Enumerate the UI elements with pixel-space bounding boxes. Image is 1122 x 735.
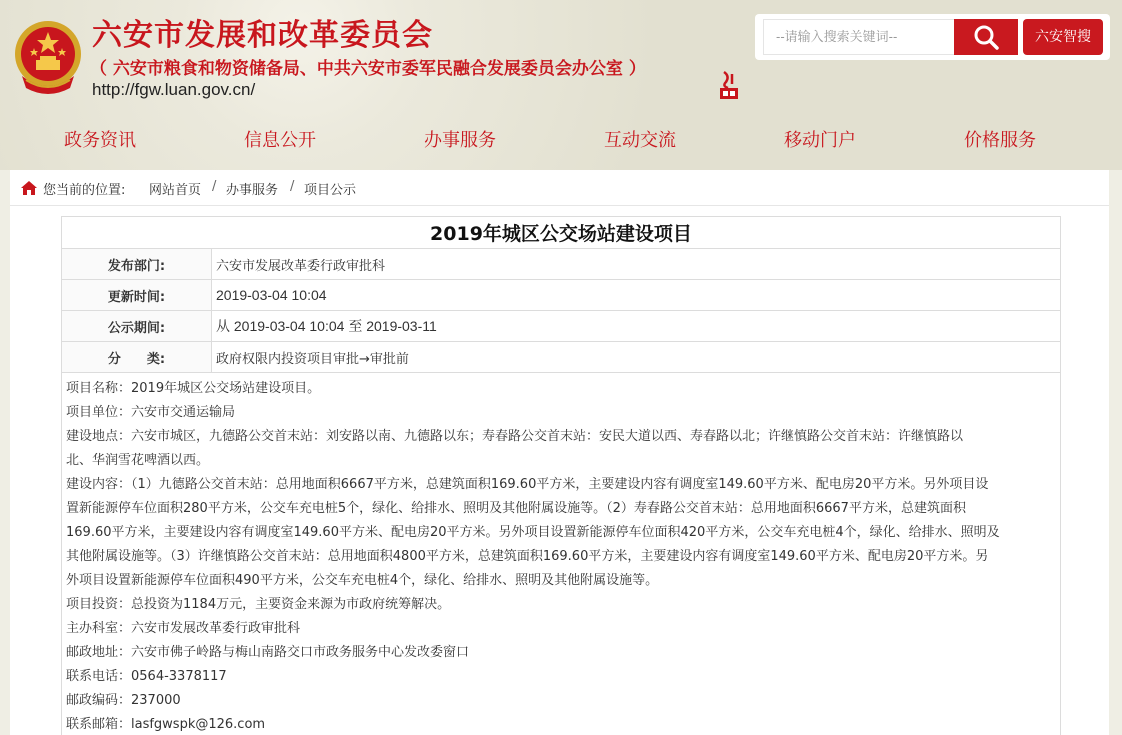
article-body xyxy=(61,372,1061,735)
table-row xyxy=(62,280,1061,311)
article-info-table xyxy=(61,216,1061,373)
nav-item-price-services[interactable]: 价格服务 xyxy=(964,130,1036,151)
body-line: 主办科室：六安市发展改革委行政审批科 xyxy=(66,621,301,636)
body-line: 联系电话：0564-3378117 xyxy=(66,669,227,684)
breadcrumb-current[interactable]: 项目公示 xyxy=(304,183,357,198)
site-url[interactable]: http://fgw.luan.gov.cn/ xyxy=(92,80,256,99)
body-line: 项目名称：2019年城区公交场站建设项目。 xyxy=(66,381,321,396)
body-line: 置新能源停车位面积280平方米，公交车充电桩5个，绿化、给排水、照明及其他附属设施等。（2）寿春路公交首末站：总用地面积6667平方米，总建筑面积 xyxy=(66,501,966,516)
body-line: 169.60平方米，主要建设内容有调度室149.60平方米、配电房20平方米。另外项目设置新能源停车位面积420平方米，公交车充电桩4个，绿化、给排水、照明及 xyxy=(66,525,1000,540)
body-line: 外项目设置新能源停车位面积490平方米，公交车充电桩4个，绿化、给排水、照明及其他附属设施等。 xyxy=(66,573,659,588)
body-line[interactable]: 联系邮箱：lasfgwspk@126.com xyxy=(66,717,266,732)
breadcrumb-home[interactable]: 网站首页 xyxy=(149,183,202,198)
search-icon xyxy=(973,24,999,50)
breadcrumb-services[interactable]: 办事服务 xyxy=(226,183,279,198)
search-button[interactable] xyxy=(954,19,1018,55)
article-title: 2019年城区公交场站建设项目 xyxy=(62,217,1061,249)
search-panel xyxy=(755,14,1110,60)
site-subtitle: （ 六安市粮食和物资储备局、中共六安市委军民融合发展委员会办公室 ） xyxy=(90,59,646,79)
nav-item-mobile[interactable]: 移动门户 xyxy=(784,130,856,151)
body-line: 邮政地址：六安市佛子岭路与梅山南路交口市政务服务中心发改委窗口 xyxy=(66,645,470,660)
body-line: 其他附属设施等。（3）许继慎路公交首末站：总用地面积4800平方米，总建筑面积169.60平方米，主要建设内容有调度室149.60平方米、配电房20平方米。另 xyxy=(66,549,989,564)
site-title: 六安市发展和改革委员会 xyxy=(92,18,433,53)
row-label: 分 类: xyxy=(62,342,212,373)
smart-search-button[interactable]: 六安智搜 xyxy=(1023,19,1103,55)
calligraphy-seal-icon xyxy=(716,70,742,100)
search-input[interactable]: --请输入搜索关键词-- xyxy=(763,19,955,55)
row-value: 从 2019-03-04 10:04 至 2019-03-11 xyxy=(212,311,1061,342)
breadcrumb-prefix: 您当前的位置: xyxy=(43,183,126,198)
table-row xyxy=(62,311,1061,342)
body-line: 邮政编码：237000 xyxy=(66,693,181,708)
body-line: 项目单位：六安市交通运输局 xyxy=(66,405,236,420)
row-label: 公示期间: xyxy=(62,311,212,342)
main-nav xyxy=(0,118,1122,158)
breadcrumb-separator: / xyxy=(212,179,217,194)
national-emblem-icon xyxy=(12,18,84,96)
nav-item-news[interactable]: 政务资讯 xyxy=(64,130,136,151)
breadcrumb xyxy=(10,170,1109,206)
nav-item-services[interactable]: 办事服务 xyxy=(424,130,496,151)
body-line: 建设内容：（1）九德路公交首末站：总用地面积6667平方米，总建筑面积169.60平方米，主要建设内容有调度室149.60平方米、配电房20平方米。另外项目设 xyxy=(66,477,989,492)
row-value: 2019-03-04 10:04 xyxy=(212,280,1061,311)
breadcrumb-separator: / xyxy=(290,179,295,194)
main-content xyxy=(10,206,1109,735)
body-line: 项目投资：总投资为1184万元，主要资金来源为市政府统筹解决。 xyxy=(66,597,451,612)
home-icon xyxy=(20,180,38,196)
body-line: 建设地点：六安市城区，九德路公交首末站：刘安路以南、九德路以东；寿春路公交首末站：安民大道以西、寿春路以北；许继慎路公交首末站：许继慎路以 xyxy=(66,429,964,444)
table-row xyxy=(62,342,1061,373)
nav-item-info-disclosure[interactable]: 信息公开 xyxy=(244,130,316,151)
site-header xyxy=(0,0,1122,170)
table-row xyxy=(62,249,1061,280)
body-line: 北、华润雪花啤酒以西。 xyxy=(66,453,210,468)
row-value: 政府权限内投资项目审批→审批前 xyxy=(212,342,1061,373)
row-value: 六安市发展改革委行政审批科 xyxy=(212,249,1061,280)
nav-item-interaction[interactable]: 互动交流 xyxy=(604,130,676,151)
row-label: 更新时间: xyxy=(62,280,212,311)
row-label: 发布部门: xyxy=(62,249,212,280)
